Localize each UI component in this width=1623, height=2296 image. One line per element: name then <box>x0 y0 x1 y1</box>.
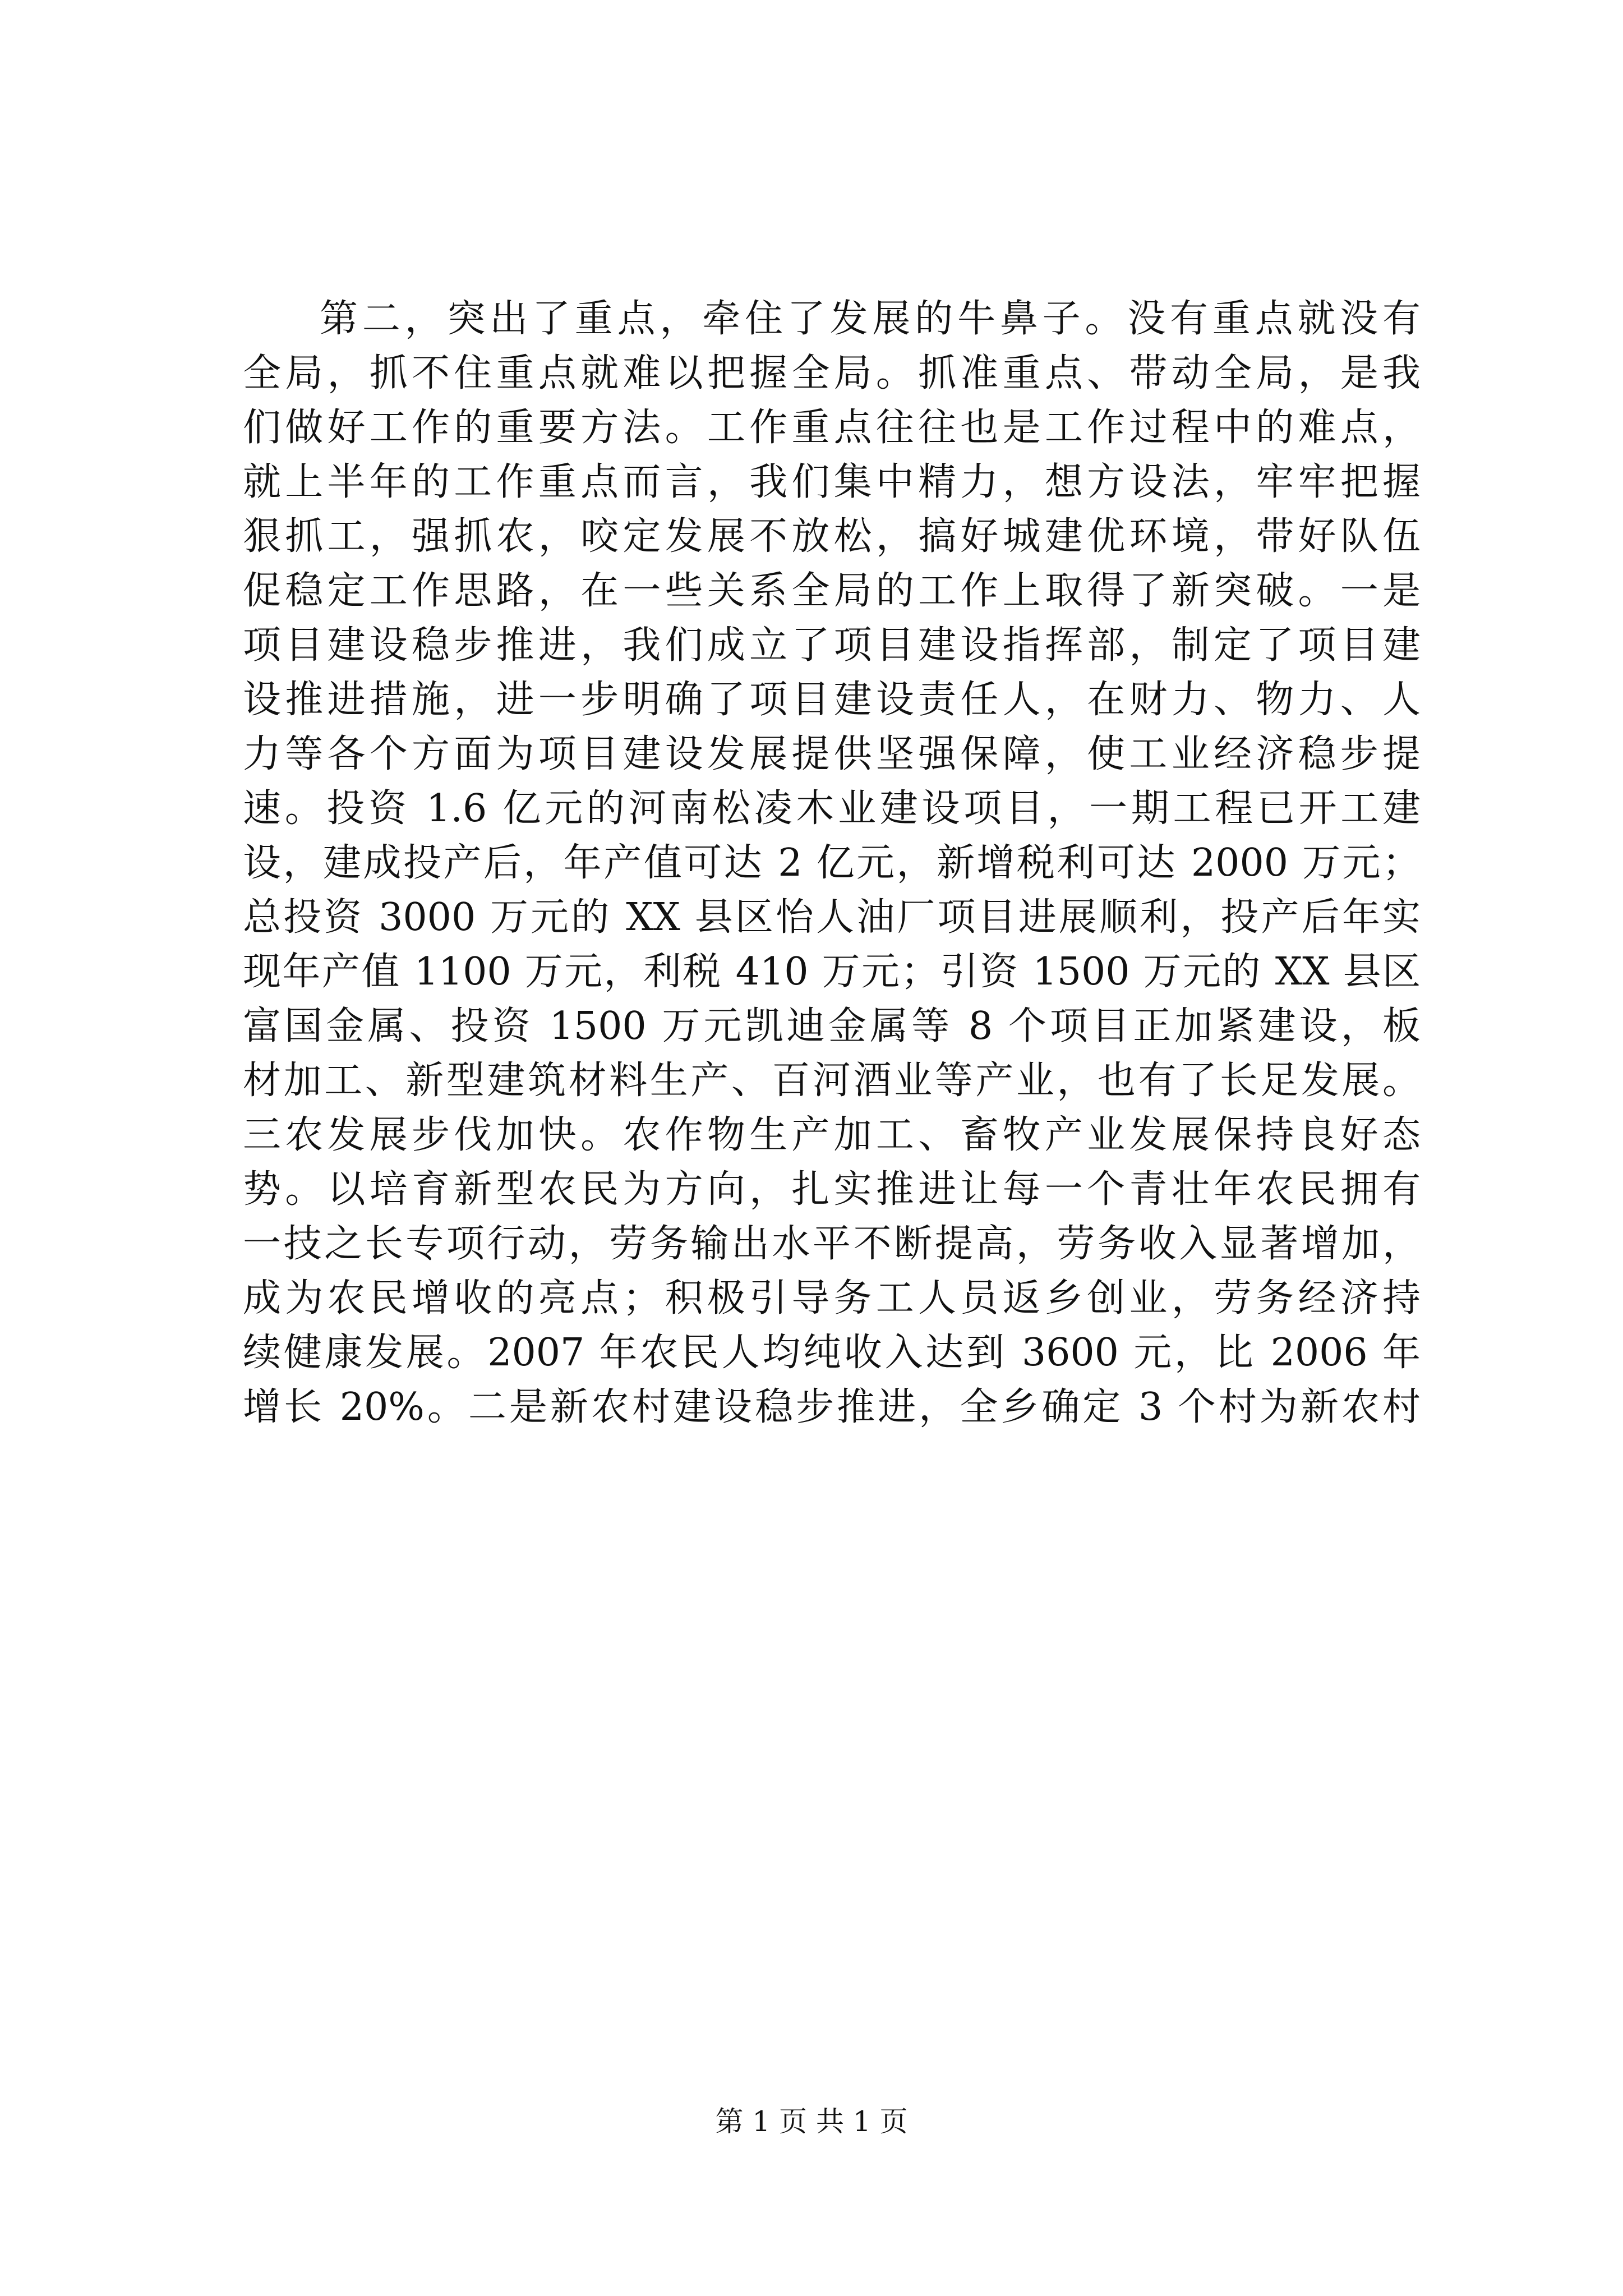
text-line: 们做好工作的重要方法。工作重点往往也是工作过程中的难点， <box>243 406 1421 450</box>
text-line: 势。以培育新型农民为方向，扎实推进让每一个青壮年农民拥有 <box>243 1167 1421 1212</box>
text-line: 设，建成投产后，年产值可达 2 亿元，新增税利可达 2000 万元； <box>243 841 1421 885</box>
text-line: 一技之长专项行动，劳务输出水平不断提高，劳务收入显著增加， <box>243 1222 1421 1266</box>
text-line: 设推进措施，进一步明确了项目建设责任人，在财力、物力、人 <box>243 678 1421 722</box>
body-paragraph <box>243 292 1421 1434</box>
text-line: 材加工、新型建筑材料生产、百河酒业等产业，也有了长足发展。 <box>243 1059 1421 1103</box>
text-line: 三农发展步伐加快。农作物生产加工、畜牧产业发展保持良好态 <box>243 1113 1421 1157</box>
text-line: 就上半年的工作重点而言，我们集中精力，想方设法，牢牢把握 <box>243 460 1421 504</box>
text-line: 力等各个方面为项目建设发展提供坚强保障，使工业经济稳步提 <box>243 732 1421 776</box>
text-line: 项目建设稳步推进，我们成立了项目建设指挥部，制定了项目建 <box>243 623 1421 668</box>
text-line: 狠抓工，强抓农，咬定发展不放松，搞好城建优环境，带好队伍 <box>243 514 1421 559</box>
text-line: 现年产值 1100 万元，利税 410 万元；引资 1500 万元的 XX 县区 <box>243 950 1421 994</box>
text-line: 富国金属、投资 1500 万元凯迪金属等 8 个项目正加紧建设，板 <box>243 1004 1421 1048</box>
text-line: 速。投资 1.6 亿元的河南松凌木业建设项目，一期工程已开工建 <box>243 786 1421 831</box>
text-line: 总投资 3000 万元的 XX 县区怡人油厂项目进展顺利，投产后年实 <box>243 895 1421 940</box>
text-line: 续健康发展。2007 年农民人均纯收入达到 3600 元，比 2006 年 <box>243 1331 1421 1375</box>
page-number-label: 第 1 页 共 1 页 <box>715 2105 908 2138</box>
page-footer <box>0 2105 1623 2138</box>
text-line: 增长 20%。二是新农村建设稳步推进，全乡确定 3 个村为新农村 <box>243 1385 1421 1429</box>
text-line: 促稳定工作思路，在一些关系全局的工作上取得了新突破。一是 <box>243 569 1421 613</box>
text-line: 成为农民增收的亮点；积极引导务工人员返乡创业，劳务经济持 <box>243 1276 1421 1320</box>
text-line: 全局，抓不住重点就难以把握全局。抓准重点、带动全局，是我 <box>243 351 1421 395</box>
text-line: 第二，突出了重点，牵住了发展的牛鼻子。没有重点就没有 <box>320 297 1421 341</box>
